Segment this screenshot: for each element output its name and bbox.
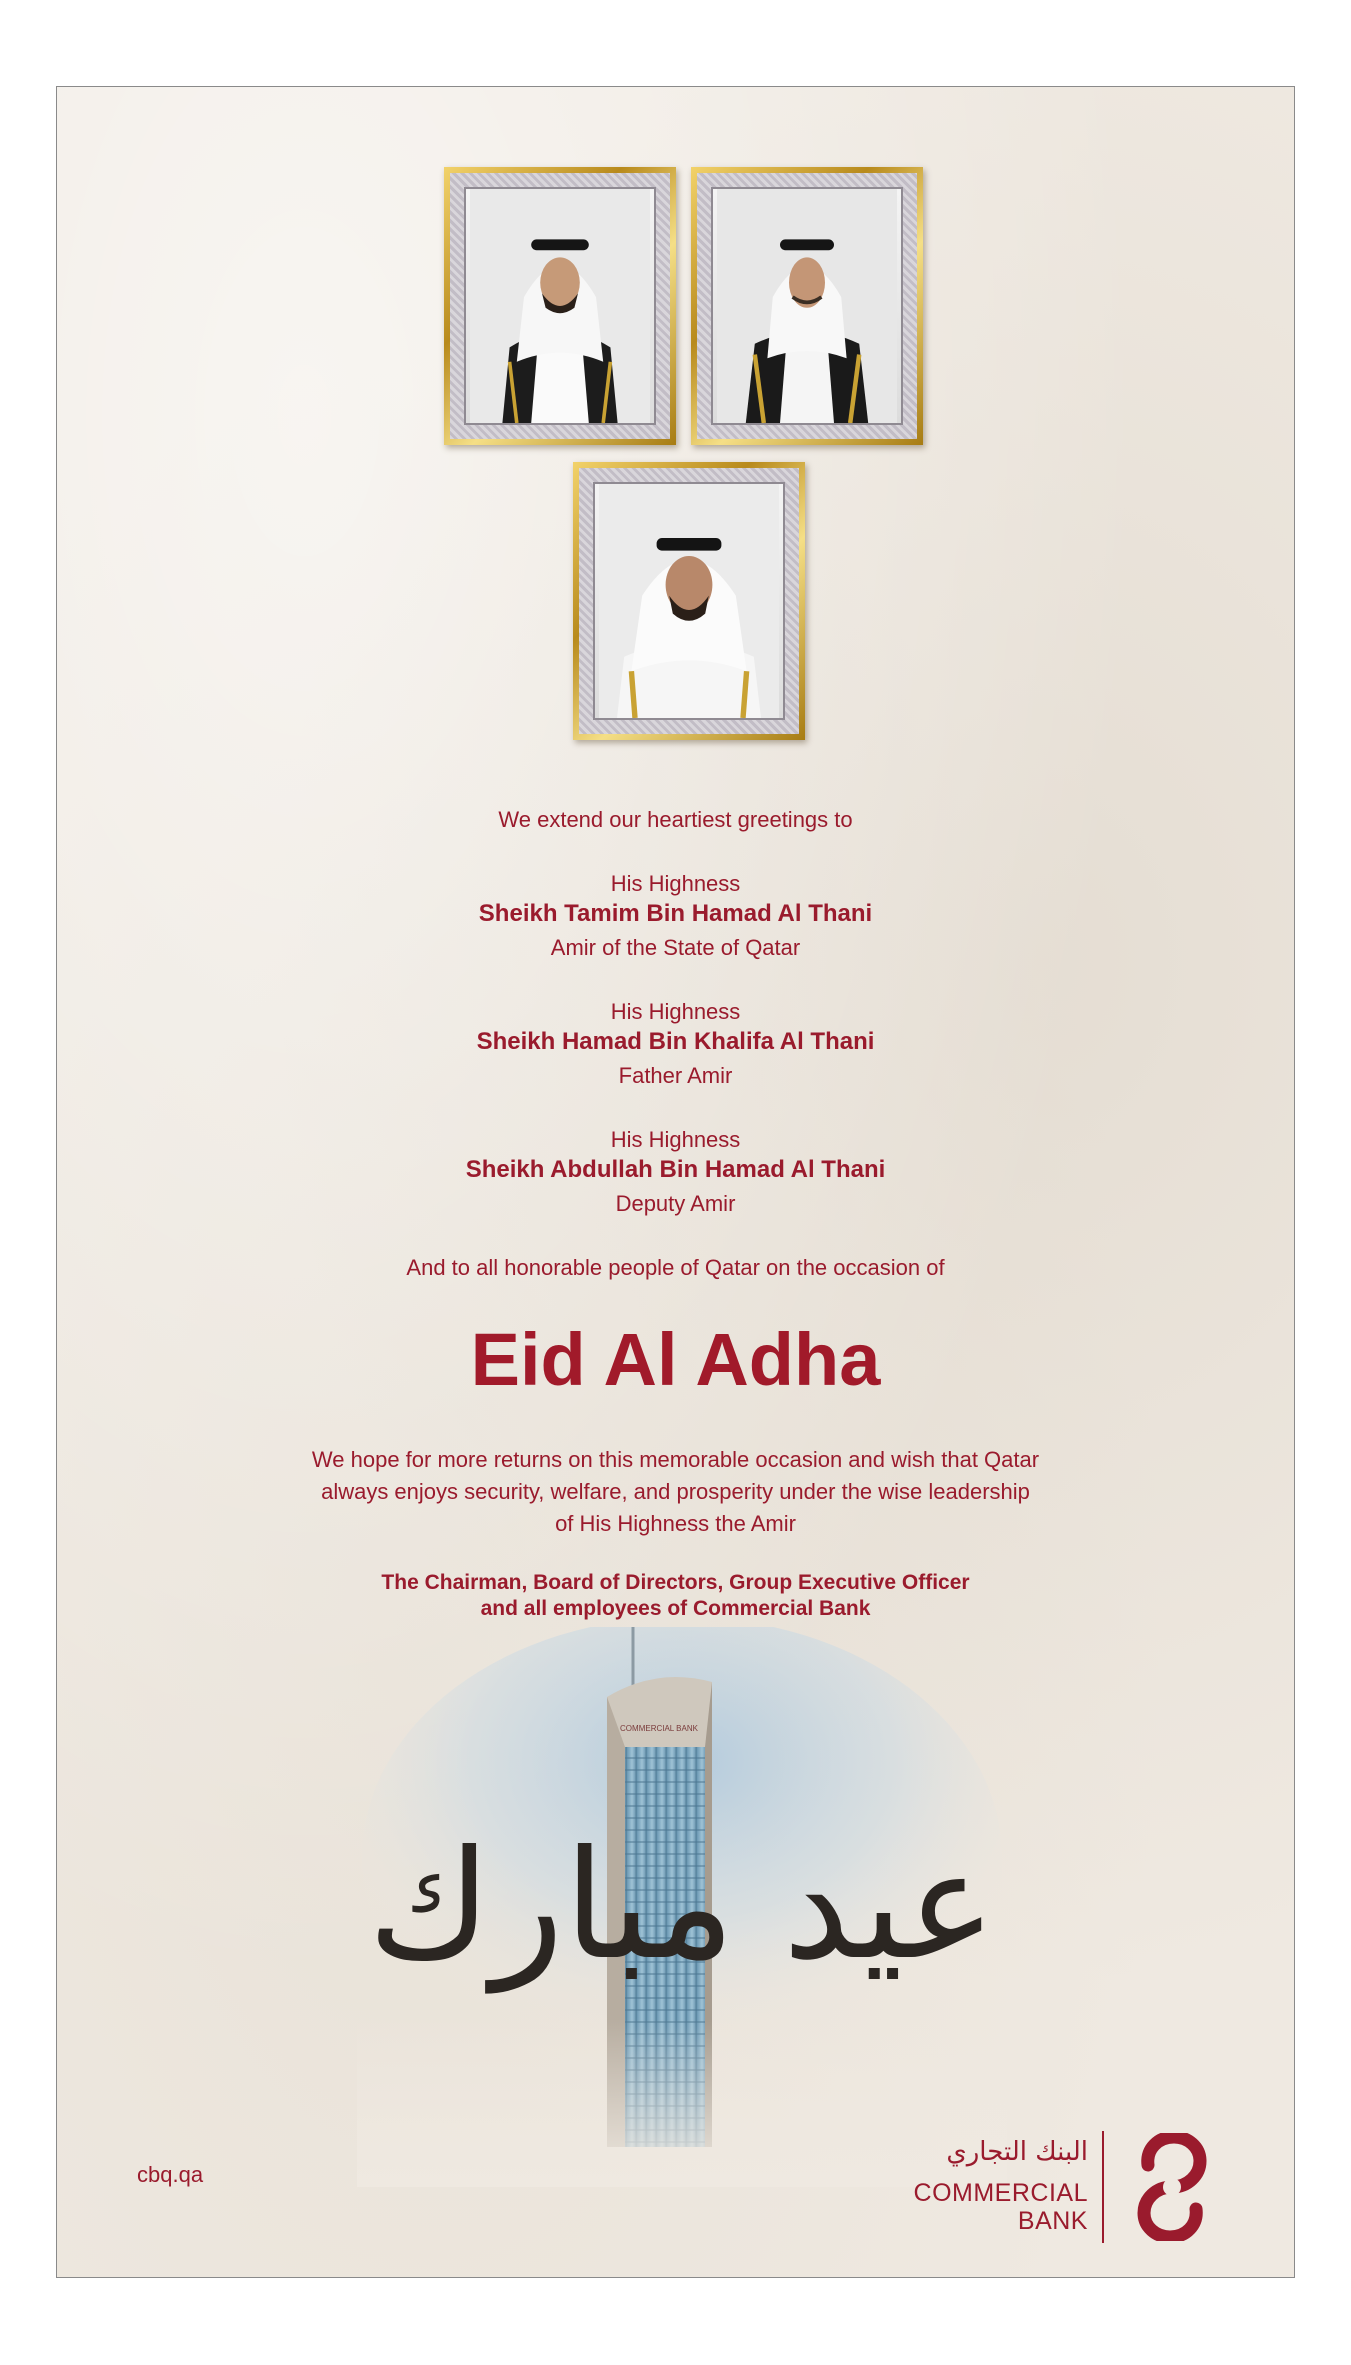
honoree-prefix: His Highness — [610, 871, 741, 896]
honoree-title: Amir of the State of Qatar — [550, 935, 801, 960]
logo-english-line1: COMMERCIAL — [913, 2179, 1088, 2207]
occasion-line: And to all honorable people of Qatar on the occasion of — [406, 1255, 945, 1280]
portrait-amir — [466, 189, 654, 423]
logo-english-line2: BANK — [1017, 2207, 1088, 2235]
honoree-name: Sheikh Abdullah Bin Hamad Al Thani — [465, 1156, 886, 1183]
wish-line: We hope for more returns on this memorable occasion and wish that Qatar — [311, 1447, 1040, 1472]
wish-line: of His Highness the Amir — [555, 1511, 796, 1536]
honoree-name: Sheikh Tamim Bin Hamad Al Thani — [478, 900, 873, 927]
honoree-name: Sheikh Hamad Bin Khalifa Al Thani — [476, 1028, 875, 1055]
portrait-deputy-amir — [595, 484, 783, 718]
logo-mark-icon — [1116, 2133, 1228, 2241]
logo-divider — [1102, 2131, 1104, 2243]
honoree-prefix: His Highness — [610, 999, 741, 1024]
tower-calligraphy-illustration — [357, 1627, 1007, 2187]
logo-arabic-text: البنك التجاري — [946, 2137, 1088, 2167]
website-link[interactable]: cbq.qa — [137, 2162, 204, 2187]
honoree-prefix: His Highness — [610, 1127, 741, 1152]
wish-line: always enjoys security, welfare, and prosperity under the wise leadership — [321, 1479, 1030, 1504]
portrait-father-amir — [713, 189, 901, 423]
advertisement-page — [56, 86, 1295, 2278]
occasion-title: Eid Al Adha — [470, 1318, 881, 1401]
signature-block — [57, 1570, 1294, 1622]
greeting-line: We extend our heartiest greetings to — [498, 807, 853, 832]
commercial-bank-logo — [900, 2127, 1230, 2247]
portrait-frame-deputy-amir — [573, 462, 805, 740]
signature-line: and all employees of Commercial Bank — [480, 1597, 871, 1620]
signature-line: The Chairman, Board of Directors, Group Executive Officer — [381, 1571, 970, 1594]
portrait-frame-amir — [444, 167, 676, 445]
honoree-title: Father Amir — [618, 1063, 733, 1088]
wish-paragraph — [57, 1444, 1294, 1540]
honoree-title: Deputy Amir — [615, 1191, 736, 1216]
portrait-frame-father-amir — [691, 167, 923, 445]
